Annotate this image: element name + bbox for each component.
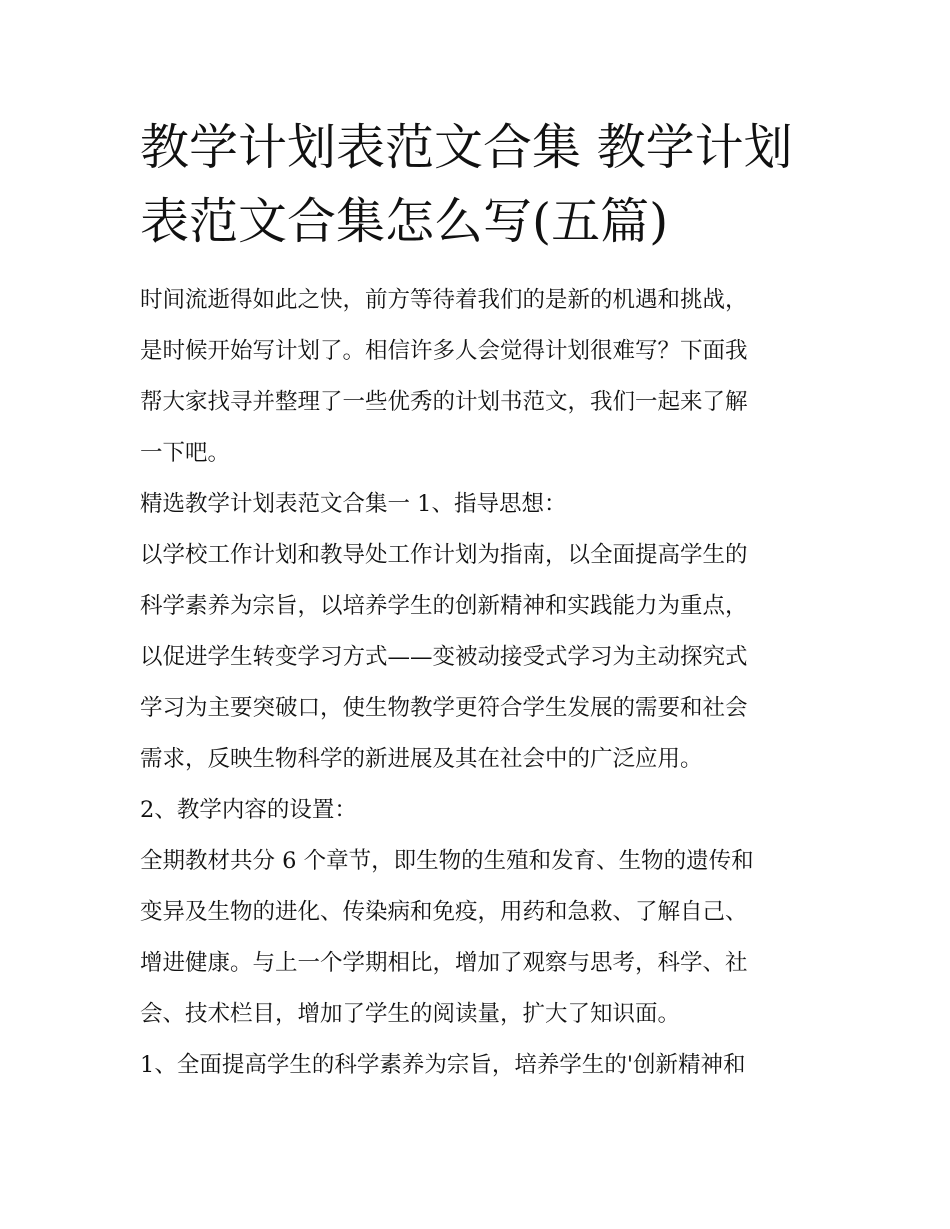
paragraph-line: 1、全面提高学生的科学素养为宗旨，培养学生的'创新精神和 (140, 1052, 746, 1078)
section-heading: 2、教学内容的设置： (140, 797, 357, 823)
paragraph-line: 以学校工作计划和教导处工作计划为指南，以全面提高学生的 (140, 542, 748, 568)
intro-line: 帮大家找寻并整理了一些优秀的计划书范文，我们一起来了解 (140, 389, 748, 415)
document-body (140, 275, 840, 1091)
paragraph-line: 学习为主要突破口，使生物教学更符合学生发展的需要和社会 (140, 695, 748, 721)
intro-line: 时间流逝得如此之快，前方等待着我们的是新的机遇和挑战， (140, 287, 748, 313)
paragraph-line: 增进健康。与上一个学期相比，增加了观察与思考，科学、社 (140, 950, 748, 976)
title-line: 表范文合集怎么写(五篇) (140, 193, 669, 250)
paragraph-line: 变异及生物的进化、传染病和免疫，用药和急救、了解自己、 (140, 899, 748, 925)
document-title (140, 111, 840, 259)
intro-line: 是时候开始写计划了。相信许多人会觉得计划很难写？下面我 (140, 338, 748, 364)
paragraph-line: 需求，反映生物科学的新进展及其在社会中的广泛应用。 (140, 746, 703, 772)
paragraph-line: 科学素养为宗旨，以培养学生的创新精神和实践能力为重点， (140, 593, 748, 619)
intro-line: 一下吧。 (140, 440, 231, 466)
paragraph-line: 全期教材共分 6 个章节，即生物的生殖和发育、生物的遗传和 (140, 848, 754, 874)
section-heading: 精选教学计划表范文合集一 1、指导思想： (140, 491, 567, 517)
title-line: 教学计划表范文合集 教学计划 (140, 119, 793, 176)
paragraph-line: 以促进学生转变学习方式——变被动接受式学习为主动探究式 (140, 644, 748, 670)
paragraph-line: 会、技术栏目，增加了学生的阅读量，扩大了知识面。 (140, 1001, 681, 1027)
